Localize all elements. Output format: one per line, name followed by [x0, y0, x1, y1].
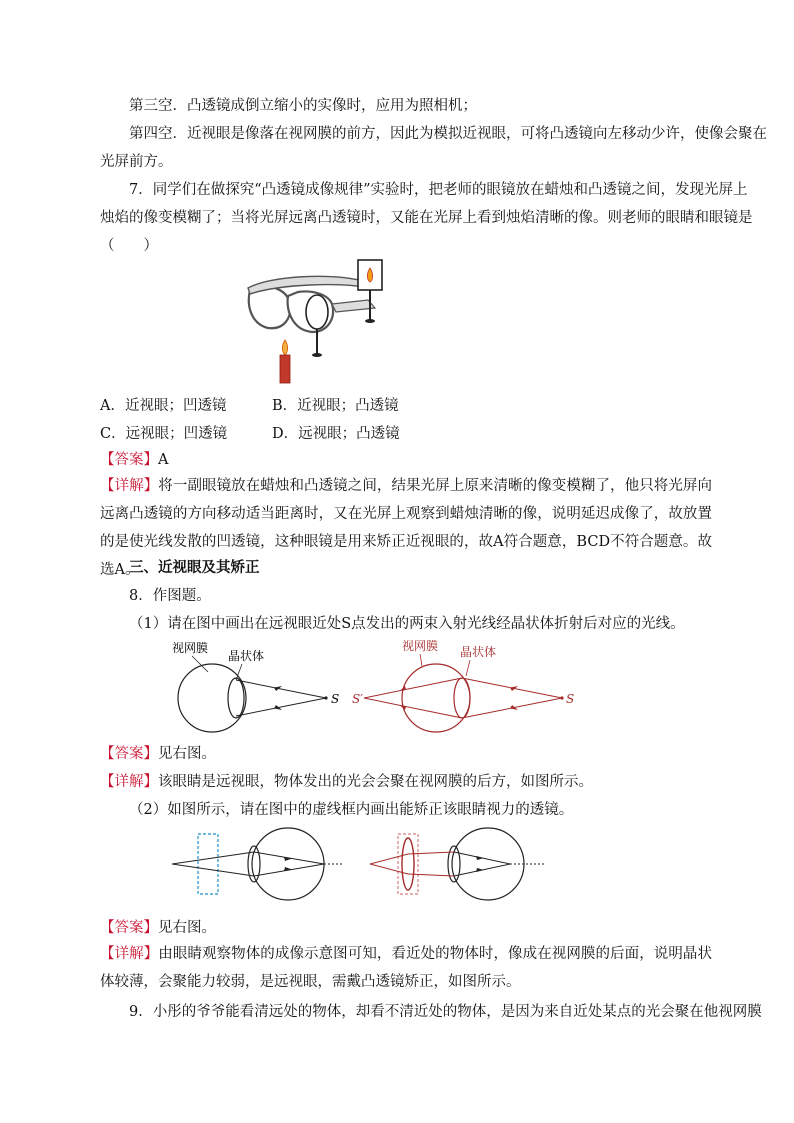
question-7-answer: [100, 450, 168, 470]
correction-diagram-question: [168, 822, 348, 902]
question-8-detail-1: [100, 772, 593, 792]
lens-stand-base: [312, 353, 322, 357]
glasses-temple: [332, 300, 375, 312]
retina-pointer-answer: [420, 654, 422, 666]
detail-tag: 【详解】: [100, 946, 159, 962]
candle-body: [280, 355, 290, 383]
option-b: B．近视眼；凸透镜: [272, 398, 399, 414]
question-7-paren: （ ）: [100, 238, 158, 254]
incident-ray-upper: [236, 680, 326, 698]
ray-lower: [172, 864, 254, 876]
crystalline-lens: [228, 678, 244, 718]
glasses-experiment-illustration: [240, 252, 400, 386]
correction-diagram-answer: [368, 822, 548, 902]
prev-answer-line-4-cont: 光屏前方。: [100, 154, 173, 170]
image-point-label: S′: [352, 692, 363, 706]
eyeball: [252, 828, 324, 900]
eye-diagram-question: [170, 636, 350, 736]
detail-tag: 【详解】: [100, 774, 158, 790]
lens-label: 晶状体: [228, 649, 265, 663]
lens-label-answer: 晶状体: [460, 645, 497, 659]
detail-text: 由眼睛观察物体的成像示意图可知，看近处的物体时，像成在视网膜的后面，说明晶状体较薄，会聚能力较弱，是远视眼，需戴凸透镜矫正，如图所示。: [100, 946, 713, 990]
refracted-ray-lower: [364, 698, 462, 718]
option-a: A．近视眼；凹透镜: [100, 398, 227, 414]
question-8-detail-2: [100, 940, 712, 996]
point-s: [324, 696, 327, 699]
question-7-text: 7．同学们在做探究“凸透镜成像规律”实验时，把老师的眼镜放在蜡烛和凸透镜之间，发现光屏上: [129, 182, 748, 198]
eye-diagram-answer: [350, 636, 580, 736]
convex-correction-lens: [402, 838, 414, 890]
question-8-answer-1: [100, 744, 216, 764]
section-3-heading: 三、近视眼及其矫正: [129, 560, 260, 576]
answer-value: 见右图。: [158, 746, 216, 762]
option-d: D．远视眼；凸透镜: [272, 426, 400, 442]
dashed-lens-box-answer: [398, 834, 418, 894]
incident-ray-lower: [236, 698, 326, 716]
screen-stand-base: [365, 319, 375, 323]
candle-flame: [282, 340, 287, 355]
crystalline-lens-answer: [454, 678, 470, 718]
answer-tag: 【答案】: [100, 452, 158, 468]
question-9-text: 9．小彤的爷爷能看清远处的物体，却看不清近处的物体，是因为来自近处某点的光会聚在他视网膜: [129, 1004, 762, 1020]
option-c: C．远视眼；凹透镜: [100, 426, 228, 442]
question-7-text-cont: 烛焰的像变模糊了；当将光屏远离凸透镜时，又能在光屏上看到烛焰清晰的像。则老师的眼睛和眼镜是: [100, 210, 753, 226]
detail-tag: 【详解】: [100, 478, 159, 494]
question-8-part-2: （2）如图所示，请在图中的虚线框内画出能矫正该眼睛视力的透镜。: [129, 802, 574, 818]
prev-answer-line-4: 第四空．近视眼是像落在视网膜的前方，因此为模拟近视眼，可将凸透镜向左移动少许，使像会聚在: [129, 126, 767, 142]
answer-value: 见右图。: [158, 920, 216, 936]
question-8-answer-2: [100, 918, 216, 938]
answer-tag: 【答案】: [100, 746, 158, 762]
dashed-lens-box: [198, 834, 218, 894]
point-s-label-answer: S: [566, 692, 575, 706]
detail-text: 该眼睛是远视眼，物体发出的光会会聚在视网膜的后方，如图所示。: [158, 774, 593, 790]
eyeball-answer: [402, 664, 470, 732]
question-8-intro: 8．作图题。: [129, 588, 211, 604]
ray-upper: [172, 852, 254, 864]
prev-answer-line-3: 第三空．凸透镜成倒立缩小的实像时，应用为照相机；: [129, 98, 477, 114]
eyeball-answer: [452, 828, 524, 900]
arrow-lower-answer: [476, 868, 484, 872]
point-s-answer: [560, 696, 563, 699]
detail-text: 将一副眼镜放在蜡烛和凸透镜之间，结果光屏上原来清晰的像变模糊了，他只将光屏向远离凸透镜的方向移动适当距离时，又在光屏上观察到蜡烛清晰的像，说明延迟成像了，故放置的是使光线发散的凹透镜，这种眼镜是用来矫正近视眼的，故A符合题意，BCD不符合题意。故选A。: [100, 478, 713, 578]
point-s-label: S: [331, 692, 340, 706]
eyeball: [178, 664, 246, 732]
ray-lower-after: [408, 874, 454, 876]
retina-label-answer: 视网膜: [402, 639, 439, 653]
lens-pointer-answer: [466, 660, 470, 676]
answer-value: A: [158, 452, 169, 468]
question-8-part-1: （1）请在图中画出在远视眼近处S点发出的两束入射光线经晶状体折射后对应的光线。: [129, 616, 685, 632]
retina-label: 视网膜: [172, 641, 209, 655]
arrow-upper-answer: [476, 856, 484, 860]
ray-upper-after: [408, 852, 454, 854]
refracted-ray-upper: [364, 678, 462, 698]
answer-tag: 【答案】: [100, 920, 158, 936]
